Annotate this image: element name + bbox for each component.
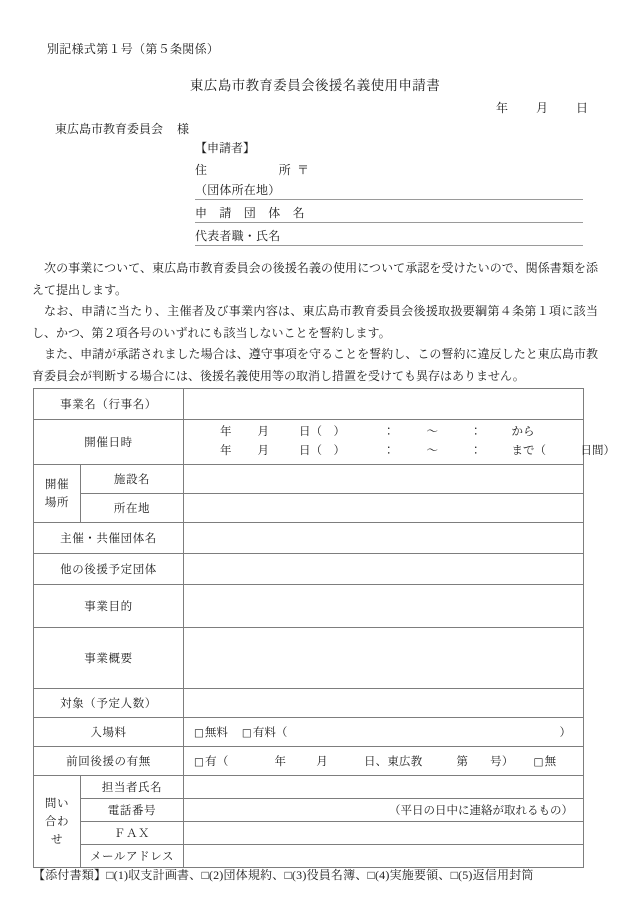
target-label: 対象（予定人数） <box>34 689 184 718</box>
attachments-line: 【添付書類】□(1)収支計画書、□(2)団体規約、□(3)役員名簿、□(4)実施要領、□(5)返信用封筒 <box>33 868 534 882</box>
fee-paid-close: ） <box>559 727 571 739</box>
applicant-address-label-part1: 住 <box>195 163 208 177</box>
previous-no-checkbox[interactable]: □ <box>533 756 544 768</box>
email-input[interactable] <box>184 845 584 868</box>
organizer-input[interactable] <box>184 523 584 554</box>
purpose-label: 事業目的 <box>34 585 184 628</box>
applicant-address-label-part2: 所 <box>278 163 291 177</box>
venue-label-line-2: 場所 <box>44 496 70 509</box>
dt2-year: 年 <box>220 445 232 457</box>
dt2-month: 月 <box>257 445 269 457</box>
organizer-label: 主催・共催団体名 <box>34 523 184 554</box>
contact-person-label: 担当者氏名 <box>81 776 184 799</box>
previous-month-label: 月 <box>316 756 328 768</box>
datetime-line-1 <box>188 423 579 442</box>
event-name-input[interactable] <box>184 389 584 420</box>
fee-free-checkbox[interactable]: □ <box>194 727 204 739</box>
table-row-target <box>34 689 584 718</box>
body-paragraph-1: 次の事業について、東広島市教育委員会の後援名義の使用について承認を受けたいので、関係書類を添えて提出します。 <box>32 261 598 297</box>
dt1-day: 日（ ） <box>299 426 345 438</box>
contact-label-line-1: 問い <box>44 797 70 810</box>
outline-input[interactable] <box>184 628 584 689</box>
previous-none-label: 無 <box>544 756 557 768</box>
target-input[interactable] <box>184 689 584 718</box>
dt2-suffix: まで（ 日間） <box>511 445 615 457</box>
date-year-label: 年 <box>495 101 508 115</box>
datetime-label: 開催日時 <box>34 420 184 465</box>
applicant-block <box>195 139 583 246</box>
date-entry-line <box>496 99 588 116</box>
applicant-org-row <box>195 200 583 223</box>
phone-label: 電話番号 <box>81 799 184 822</box>
dt2-colon-1: ： <box>383 445 395 457</box>
fee-paid-label: 有料（ <box>252 727 288 739</box>
contact-label <box>34 776 81 868</box>
table-row-phone <box>34 799 584 822</box>
previous-yes-label: 有（ <box>205 756 229 768</box>
datetime-input[interactable] <box>184 420 615 465</box>
applicant-address-label <box>195 161 291 178</box>
table-row-location <box>34 494 584 523</box>
body-paragraph-3: また、申請が承諾されました場合は、遵守事項を守ることを誓約し、この誓約に違反したと東広島市教育委員会が判断する場合には、後援名義使用等の取消し措置を受けても異存はありません。 <box>32 347 598 383</box>
table-row-organizer <box>34 523 584 554</box>
dt2-day: 日（ ） <box>299 445 345 457</box>
fee-input[interactable] <box>184 718 584 747</box>
other-support-input[interactable] <box>184 554 584 585</box>
event-name-label: 事業名（行事名） <box>34 389 184 420</box>
previous-support-options <box>188 753 579 769</box>
location-label: 所在地 <box>81 494 184 523</box>
table-row-event-name <box>34 389 584 420</box>
dt1-colon-2: ： <box>470 426 482 438</box>
body-paragraph-2: なお、申請に当たり、主催者及び事業内容は、東広島市教育委員会後援取扱要綱第４条第１項に該当し、かつ、第２項各号のいずれにも該当しないことを誓約します。 <box>32 304 598 340</box>
dt2-tilde: ～ <box>426 445 438 457</box>
previous-number-prefix: 第 <box>456 756 469 768</box>
phone-note: （平日の日中に連絡が取れるもの） <box>389 805 573 817</box>
dt1-month: 月 <box>257 426 269 438</box>
facility-input[interactable] <box>184 465 584 494</box>
table-row-other-support <box>34 554 584 585</box>
table-row-datetime <box>34 420 584 465</box>
applicant-rep-row <box>195 223 583 246</box>
table-row-contact-person <box>34 776 584 799</box>
datetime-line-2 <box>188 442 615 461</box>
applicant-address-sub-row <box>195 178 583 200</box>
table-row-purpose <box>34 585 584 628</box>
venue-label-line-1: 開催 <box>44 478 70 491</box>
email-label: メールアドレス <box>81 845 184 868</box>
table-row-facility <box>34 465 584 494</box>
body-text <box>32 258 598 387</box>
fee-free-label: 無料 <box>204 727 228 739</box>
dt1-suffix: から <box>511 426 535 438</box>
document-title: 東広島市教育委員会後援名義使用申請書 <box>189 78 441 93</box>
applicant-org-label: 申 請 団 体 名 <box>195 206 305 220</box>
applicant-postal-mark[interactable]: 〒 <box>297 163 310 177</box>
contact-label-line-3: せ <box>50 833 64 846</box>
dt1-tilde: ～ <box>426 426 438 438</box>
previous-support-input[interactable] <box>184 747 584 776</box>
table-row-outline <box>34 628 584 689</box>
venue-label <box>34 465 81 523</box>
application-table <box>33 388 615 868</box>
previous-year-label: 年 <box>274 756 287 768</box>
other-support-label: 他の後援予定団体 <box>34 554 184 585</box>
purpose-input[interactable] <box>184 585 584 628</box>
previous-yes-checkbox[interactable]: □ <box>194 756 205 768</box>
contact-label-line-2: 合わ <box>44 815 70 828</box>
dt1-year: 年 <box>220 426 232 438</box>
form-number: 別記様式第１号（第５条関係） <box>47 42 220 56</box>
applicant-address-row <box>195 159 583 178</box>
contact-person-input[interactable] <box>184 776 584 799</box>
table-row-previous-support <box>34 747 584 776</box>
fax-input[interactable] <box>184 822 584 845</box>
location-input[interactable] <box>184 494 584 523</box>
fee-paid-checkbox[interactable]: □ <box>241 727 252 739</box>
table-row-fax <box>34 822 584 845</box>
addressee-name: 東広島市教育委員会 <box>55 122 164 136</box>
date-month-label: 月 <box>535 101 548 115</box>
applicant-address-sub-label: （団体所在地） <box>195 183 281 197</box>
previous-number-suffix: 号） <box>490 756 514 768</box>
addressee-honorific: 様 <box>177 122 190 136</box>
date-day-label: 日 <box>575 101 588 115</box>
applicant-heading: 【申請者】 <box>195 141 256 155</box>
previous-support-label: 前回後援の有無 <box>34 747 184 776</box>
outline-label: 事業概要 <box>34 628 184 689</box>
previous-day-label: 日、東広教 <box>363 756 423 768</box>
table-row-fee <box>34 718 584 747</box>
dt2-colon-2: ： <box>470 445 482 457</box>
table-row-email <box>34 845 584 868</box>
dt1-colon-1: ： <box>383 426 395 438</box>
phone-input[interactable] <box>184 799 584 822</box>
fee-options <box>188 724 579 740</box>
fax-label: ＦＡＸ <box>81 822 184 845</box>
addressee-line <box>55 120 189 137</box>
applicant-rep-label: 代表者職・氏名 <box>195 229 281 243</box>
fee-label: 入場料 <box>34 718 184 747</box>
facility-label: 施設名 <box>81 465 184 494</box>
